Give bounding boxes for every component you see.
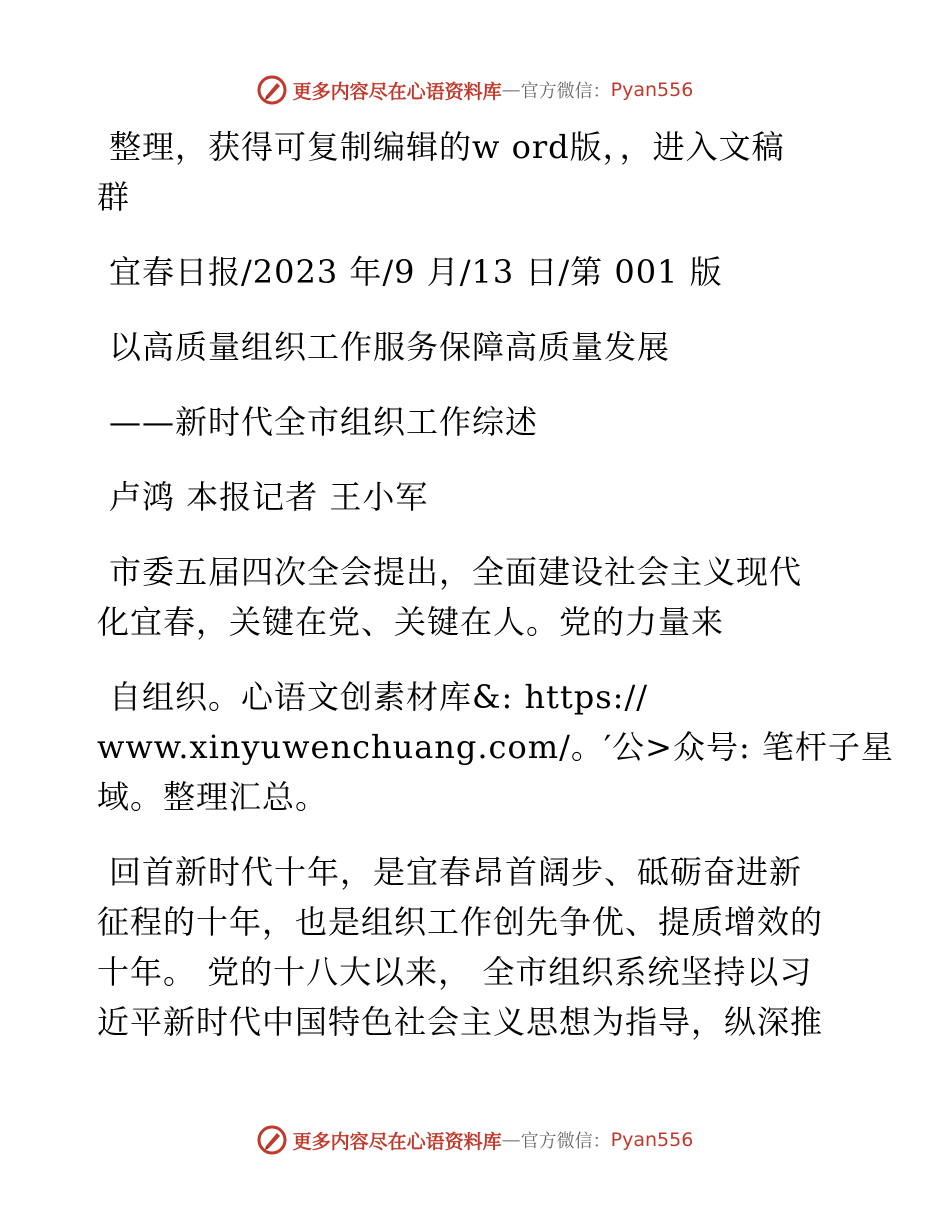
paragraph <box>97 247 857 297</box>
paragraph-line: 市委五届四次全会提出，全面建设社会主义现代 <box>109 553 803 591</box>
paragraph-line: www.xinyuwenchuang.com/。′公>众号: 笔杆子星 <box>97 728 894 766</box>
paragraph-line: 宜春日报/2023 年/9 月/13 日/第 001 版 <box>109 253 723 291</box>
watermark-text: 更多内容尽在心语资料库 <box>292 1130 502 1153</box>
document-body <box>97 122 894 1047</box>
paragraph <box>97 472 857 522</box>
watermark-handle: Pyan556 <box>610 79 694 101</box>
paragraph-line: 群 <box>97 178 131 216</box>
watermark-text: 更多内容尽在心语资料库 <box>292 80 502 103</box>
paragraph-line: 整理，获得可复制编辑的w ord版，，进入文稿 <box>109 128 785 166</box>
paragraph <box>97 322 857 372</box>
watermark-handle: Pyan556 <box>610 1129 694 1151</box>
paragraph-line: 域。整理汇总。 <box>97 778 329 816</box>
pen-logo-icon <box>257 75 287 105</box>
watermark-label: 官方微信： <box>520 1131 611 1152</box>
watermark-banner-top <box>0 70 950 110</box>
paragraph-line: 以高质量组织工作服务保障高质量发展 <box>109 328 671 366</box>
paragraph-line: 十年。 党的十八大以来， 全市组织系统坚持以习 <box>97 953 813 991</box>
watermark-label: 官方微信： <box>520 81 611 102</box>
paragraph <box>97 122 857 222</box>
paragraph <box>97 847 857 1047</box>
watermark-banner-bottom <box>0 1120 950 1160</box>
paragraph-line: 化宜春，关键在党、关键在人。党的力量来 <box>97 603 725 641</box>
paragraph-line: 征程的十年，也是组织工作创先争优、提质增效的 <box>97 903 824 941</box>
watermark-separator: — <box>501 1129 521 1151</box>
watermark-separator: — <box>501 79 521 101</box>
paragraph-line: ——新时代全市组织工作综述 <box>109 403 539 441</box>
paragraph-line: 卢鸿 本报记者 王小军 <box>109 478 429 516</box>
paragraph-line: 回首新时代十年，是宜春昂首阔步、砥砺奋进新 <box>109 853 803 891</box>
paragraph <box>97 547 857 647</box>
paragraph <box>97 672 894 822</box>
pen-logo-icon <box>257 1125 287 1155</box>
paragraph-line: 自组织。心语文创素材库&: https:// <box>109 678 649 716</box>
paragraph-line: 近平新时代中国特色社会主义思想为指导，纵深推 <box>97 1003 824 1041</box>
paragraph <box>97 397 857 447</box>
